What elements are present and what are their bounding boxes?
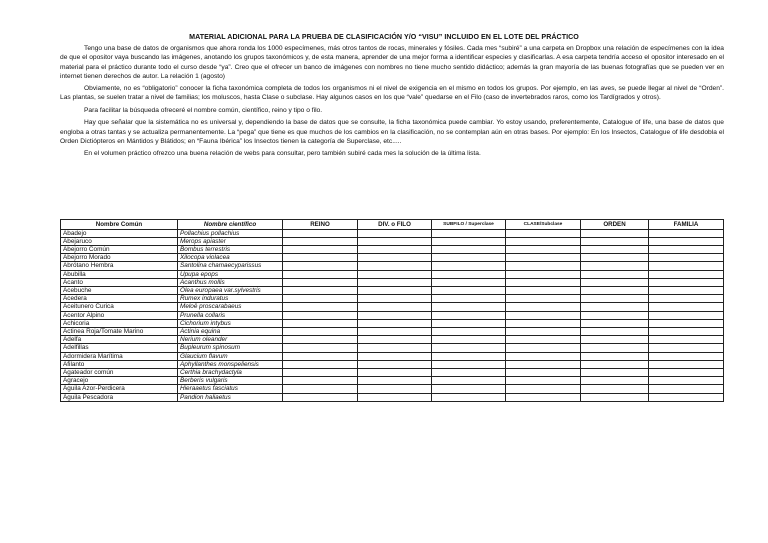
cell-empty xyxy=(283,385,358,393)
table-row xyxy=(61,237,724,245)
cell-empty xyxy=(506,245,581,253)
cell-empty xyxy=(432,336,506,344)
cell-empty xyxy=(649,245,724,253)
paragraph-sistematica: Hay que señalar que la sistemática no es universal y, dependiendo la base de datos que se consulte, la ficha taxonómica puede cambiar. Yo estoy usando, preferentemente, Catalogue of life, una base de datos que engloba a otras tantas y se actualiza permanentemente. La “pega” que tiene es que muchos de los cambios en la clasificación, no se contemplan aún en otras bases. Por ejemplo: En los Insectos, Catalogue of life desdobla el Orden Dictiópteros en Mántidos y Blátidos; en “Fauna Ibérica” los Insectos tienen la categoría de Superclase, etc..... xyxy=(60,119,724,145)
cell-empty xyxy=(649,360,724,368)
cell-empty xyxy=(358,237,432,245)
cell-empty xyxy=(581,344,649,352)
cell-empty xyxy=(283,327,358,335)
cell-empty xyxy=(649,270,724,278)
cell-empty xyxy=(581,295,649,303)
cell-empty xyxy=(283,303,358,311)
cell-empty xyxy=(283,270,358,278)
cell-empty xyxy=(506,319,581,327)
cell-empty xyxy=(506,360,581,368)
paragraph-volumen: En el volumen práctico ofrezco una buena relación de webs para consultar, pero también subiré cada mes la solución de la última lista. xyxy=(84,150,481,158)
cell-empty xyxy=(649,311,724,319)
cell-empty xyxy=(506,385,581,393)
cell-empty xyxy=(358,245,432,253)
cell-nombre-comun: Aceitunero Curica xyxy=(61,303,178,311)
cell-nombre-comun: Afilanto xyxy=(61,360,178,368)
cell-empty xyxy=(432,278,506,286)
cell-empty xyxy=(432,245,506,253)
table-row xyxy=(61,319,724,327)
table-row xyxy=(61,344,724,352)
cell-empty xyxy=(581,303,649,311)
cell-empty xyxy=(283,368,358,376)
cell-empty xyxy=(649,385,724,393)
cell-empty xyxy=(581,360,649,368)
table-header-row xyxy=(61,220,724,230)
cell-empty xyxy=(581,368,649,376)
cell-empty xyxy=(649,368,724,376)
cell-nombre-cientifico: Meloë proscarabaeus xyxy=(178,303,283,311)
table-row xyxy=(61,245,724,253)
cell-empty xyxy=(506,393,581,401)
cell-empty xyxy=(358,286,432,294)
cell-empty xyxy=(506,270,581,278)
cell-empty xyxy=(506,254,581,262)
document-body xyxy=(60,44,724,162)
table-row xyxy=(61,360,724,368)
cell-nombre-comun: Acebuche xyxy=(61,286,178,294)
cell-empty xyxy=(358,360,432,368)
cell-empty xyxy=(432,254,506,262)
cell-empty xyxy=(432,368,506,376)
header-nombre-cientifico: Nombre científico xyxy=(178,220,283,230)
paragraph-intro: Tengo una base de datos de organismos que ahora ronda los 1000 especímenes, más otros tantos de rocas, minerales y fósiles. Cada mes “subiré” a una carpeta en Dropbox una relación de especímenes con la idea de que el opositor vaya buscando las imágenes, anotando los grupos taxonómicos y, de esta manera, aprender de una mejor forma a identificar especies y clasificarlas. A esa carpeta tendría acceso el opositor interesado en el material para el práctico durante todo el curso desde “ya”. Creo que el ofrecer un banco de imágenes con nombres no tiene mucho sentido didáctico; además la gran mayoría de las buenas fotografías que se pueden ver en internet tienen derechos de autor. La relación 1 (agosto) xyxy=(60,45,724,80)
cell-nombre-cientifico: Santolina chamaecyparissus xyxy=(178,262,283,270)
cell-empty xyxy=(283,352,358,360)
cell-empty xyxy=(506,229,581,237)
cell-empty xyxy=(358,344,432,352)
cell-empty xyxy=(649,262,724,270)
cell-empty xyxy=(649,319,724,327)
cell-empty xyxy=(432,270,506,278)
header-orden: ORDEN xyxy=(581,220,649,230)
table-row xyxy=(61,286,724,294)
cell-empty xyxy=(358,254,432,262)
cell-empty xyxy=(649,295,724,303)
cell-nombre-cientifico: Glaucium flavum xyxy=(178,352,283,360)
cell-nombre-comun: Águila Azor-Perdicera xyxy=(61,385,178,393)
header-reino: REINO xyxy=(283,220,358,230)
table-row xyxy=(61,385,724,393)
table-row xyxy=(61,254,724,262)
cell-nombre-comun: Abubilla xyxy=(61,270,178,278)
cell-empty xyxy=(358,278,432,286)
table-row xyxy=(61,393,724,401)
cell-empty xyxy=(581,311,649,319)
cell-empty xyxy=(432,327,506,335)
cell-empty xyxy=(358,262,432,270)
cell-nombre-cientifico: Actinia equina xyxy=(178,327,283,335)
cell-empty xyxy=(581,327,649,335)
cell-empty xyxy=(506,303,581,311)
cell-empty xyxy=(283,360,358,368)
table-body xyxy=(61,229,724,401)
cell-empty xyxy=(283,393,358,401)
cell-empty xyxy=(283,295,358,303)
cell-empty xyxy=(649,254,724,262)
cell-empty xyxy=(581,352,649,360)
cell-empty xyxy=(649,344,724,352)
cell-empty xyxy=(581,385,649,393)
table-row xyxy=(61,311,724,319)
header-nombre-comun: Nombre Común xyxy=(61,220,178,230)
cell-empty xyxy=(649,229,724,237)
cell-empty xyxy=(581,229,649,237)
header-familia: FAMILIA xyxy=(649,220,724,230)
cell-nombre-cientifico: Rumex induratus xyxy=(178,295,283,303)
cell-empty xyxy=(649,286,724,294)
cell-nombre-comun: Abejaruco xyxy=(61,237,178,245)
cell-empty xyxy=(432,352,506,360)
cell-empty xyxy=(649,377,724,385)
cell-empty xyxy=(506,311,581,319)
cell-empty xyxy=(649,278,724,286)
cell-nombre-cientifico: Xilocopa violacea xyxy=(178,254,283,262)
cell-empty xyxy=(283,319,358,327)
cell-empty xyxy=(432,360,506,368)
cell-nombre-comun: Achicoria xyxy=(61,319,178,327)
cell-empty xyxy=(283,344,358,352)
cell-empty xyxy=(283,229,358,237)
cell-empty xyxy=(283,237,358,245)
cell-nombre-cientifico: Pollachius pollachius xyxy=(178,229,283,237)
cell-empty xyxy=(283,311,358,319)
cell-empty xyxy=(581,254,649,262)
cell-empty xyxy=(358,295,432,303)
cell-nombre-comun: Acanto xyxy=(61,278,178,286)
cell-empty xyxy=(506,344,581,352)
cell-empty xyxy=(358,311,432,319)
cell-empty xyxy=(506,262,581,270)
cell-empty xyxy=(358,270,432,278)
cell-nombre-cientifico: Merops apiaster xyxy=(178,237,283,245)
cell-nombre-comun: Abejorro Morado xyxy=(61,254,178,262)
cell-nombre-comun: Agateador común xyxy=(61,368,178,376)
cell-nombre-comun: Actinea Roja/Tomate Marino xyxy=(61,327,178,335)
cell-nombre-cientifico: Certhia brachydactyla xyxy=(178,368,283,376)
cell-empty xyxy=(649,336,724,344)
table-row xyxy=(61,270,724,278)
cell-empty xyxy=(506,368,581,376)
cell-empty xyxy=(283,245,358,253)
cell-nombre-comun: Agracejo xyxy=(61,377,178,385)
table-row xyxy=(61,327,724,335)
cell-empty xyxy=(581,245,649,253)
cell-empty xyxy=(432,311,506,319)
cell-empty xyxy=(358,385,432,393)
cell-nombre-cientifico: Bupleurum spinosum xyxy=(178,344,283,352)
document-title: MATERIAL ADICIONAL PARA LA PRUEBA DE CLASIFICACIÓN Y/O “VISU” INCLUIDO EN EL LOTE DEL PRÁCTICO xyxy=(189,33,579,41)
table-row xyxy=(61,295,724,303)
cell-nombre-comun: Águila Pescadora xyxy=(61,393,178,401)
cell-empty xyxy=(358,229,432,237)
cell-nombre-cientifico: Prunella collaris xyxy=(178,311,283,319)
cell-empty xyxy=(432,377,506,385)
cell-nombre-comun: Abadejo xyxy=(61,229,178,237)
cell-empty xyxy=(432,385,506,393)
cell-empty xyxy=(581,319,649,327)
table-row xyxy=(61,278,724,286)
cell-nombre-comun: Acedera xyxy=(61,295,178,303)
cell-empty xyxy=(581,270,649,278)
cell-empty xyxy=(581,377,649,385)
cell-empty xyxy=(432,237,506,245)
cell-empty xyxy=(358,327,432,335)
cell-empty xyxy=(358,336,432,344)
cell-empty xyxy=(283,377,358,385)
cell-nombre-cientifico: Cichorium intybus xyxy=(178,319,283,327)
cell-nombre-cientifico: Berberis vulgaris xyxy=(178,377,283,385)
cell-nombre-comun: Abejorro Común xyxy=(61,245,178,253)
cell-empty xyxy=(506,295,581,303)
cell-empty xyxy=(506,286,581,294)
table-row xyxy=(61,336,724,344)
cell-nombre-cientifico: Olea europaea var.sylvestris xyxy=(178,286,283,294)
cell-empty xyxy=(649,352,724,360)
cell-nombre-cientifico: Pandion haliaetus xyxy=(178,393,283,401)
cell-empty xyxy=(581,237,649,245)
table-row xyxy=(61,303,724,311)
cell-empty xyxy=(432,303,506,311)
cell-nombre-comun: Adelfa xyxy=(61,336,178,344)
paragraph-busqueda: Para facilitar la búsqueda ofreceré el nombre común, científico, reino y tipo o filo. xyxy=(84,106,323,114)
cell-empty xyxy=(432,286,506,294)
cell-empty xyxy=(506,377,581,385)
cell-empty xyxy=(358,319,432,327)
cell-empty xyxy=(358,368,432,376)
cell-empty xyxy=(506,327,581,335)
cell-nombre-cientifico: Aphyllanthes monspeliensis xyxy=(178,360,283,368)
cell-empty xyxy=(283,262,358,270)
cell-nombre-comun: Adormidera Marítima xyxy=(61,352,178,360)
cell-empty xyxy=(432,344,506,352)
cell-empty xyxy=(581,336,649,344)
cell-nombre-comun: Abrótano Hembra xyxy=(61,262,178,270)
cell-empty xyxy=(358,352,432,360)
cell-nombre-comun: Acentor Alpino xyxy=(61,311,178,319)
cell-empty xyxy=(506,237,581,245)
cell-empty xyxy=(649,303,724,311)
cell-empty xyxy=(432,393,506,401)
cell-nombre-cientifico: Upupa epops xyxy=(178,270,283,278)
cell-nombre-cientifico: Hieraaetus fasciatus xyxy=(178,385,283,393)
cell-empty xyxy=(581,286,649,294)
cell-nombre-cientifico: Bombus terrestris xyxy=(178,245,283,253)
cell-empty xyxy=(358,393,432,401)
cell-nombre-comun: Adelfillas xyxy=(61,344,178,352)
header-subfilo: SUBFILO / Superclase xyxy=(432,220,506,230)
table-row xyxy=(61,352,724,360)
cell-empty xyxy=(649,393,724,401)
header-clase: CLASE/Subclase xyxy=(506,220,581,230)
cell-empty xyxy=(581,393,649,401)
cell-empty xyxy=(283,336,358,344)
cell-empty xyxy=(283,278,358,286)
cell-nombre-cientifico: Nerium oleander xyxy=(178,336,283,344)
table-row xyxy=(61,229,724,237)
cell-empty xyxy=(283,254,358,262)
cell-empty xyxy=(432,295,506,303)
cell-empty xyxy=(581,278,649,286)
cell-empty xyxy=(506,278,581,286)
cell-empty xyxy=(283,286,358,294)
cell-empty xyxy=(432,229,506,237)
paragraph-obligatorio: Obviamente, no es “obligatorio” conocer la ficha taxonómica completa de todos los organismos ni el nivel de exigencia en el mismo en todos los grupos. Por ejemplo, en las aves, se puede llegar al nivel de “Orden”. Las plantas, se suelen tratar a nivel de familias; los moluscos, hasta Clase o subclase. Hay algunos casos en los que “vale” quedarse en el Filo (caso de invertebrados raros, como los Tardígrados y otros). xyxy=(60,85,724,102)
cell-empty xyxy=(432,319,506,327)
cell-empty xyxy=(506,352,581,360)
table-row xyxy=(61,377,724,385)
cell-empty xyxy=(358,303,432,311)
cell-nombre-cientifico: Acanthus mollis xyxy=(178,278,283,286)
cell-empty xyxy=(506,336,581,344)
cell-empty xyxy=(432,262,506,270)
header-div-filo: DIV. o FILO xyxy=(358,220,432,230)
cell-empty xyxy=(649,327,724,335)
table-row xyxy=(61,368,724,376)
cell-empty xyxy=(581,262,649,270)
table-row xyxy=(61,262,724,270)
cell-empty xyxy=(358,377,432,385)
cell-empty xyxy=(649,237,724,245)
species-table xyxy=(60,219,724,402)
